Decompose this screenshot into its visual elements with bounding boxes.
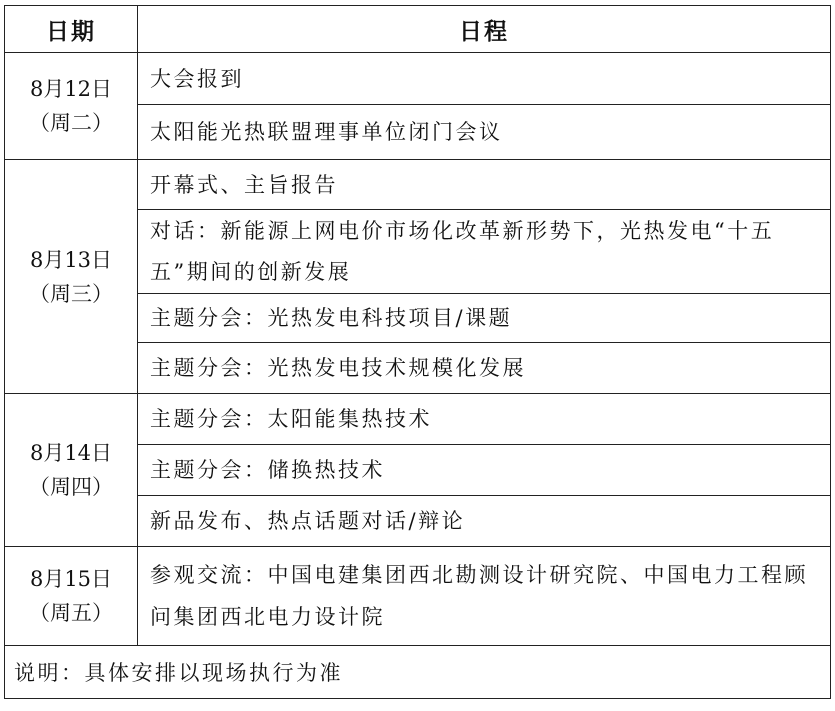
note-row (5, 646, 831, 699)
day-weekday: （周二） (29, 111, 113, 135)
header-row (5, 6, 831, 53)
day-date-cell (5, 53, 138, 160)
schedule-item: 对话：新能源上网电价市场化改革新形势下，光热发电“十五五”期间的创新发展 (138, 210, 831, 294)
table-row (5, 547, 831, 646)
table-row (5, 53, 831, 105)
schedule-item: 主题分会：储换热技术 (138, 445, 831, 496)
note-text: 说明：具体安排以现场执行为准 (5, 646, 831, 699)
table-row (5, 394, 831, 445)
header-schedule: 日程 (138, 6, 831, 53)
header-date: 日期 (5, 6, 138, 53)
day-date-cell (5, 394, 138, 547)
day-date-cell (5, 160, 138, 394)
schedule-item: 主题分会：太阳能集热技术 (138, 394, 831, 445)
schedule-item: 太阳能光热联盟理事单位闭门会议 (138, 105, 831, 160)
schedule-item: 新品发布、热点话题对话/辩论 (138, 496, 831, 547)
table-row (5, 160, 831, 210)
day-date: 8月12日 (29, 77, 113, 101)
schedule-item: 大会报到 (138, 53, 831, 105)
day-weekday: （周三） (29, 281, 113, 306)
day-date: 8月15日 (29, 567, 113, 591)
day-date-cell (5, 547, 138, 646)
day-weekday: （周四） (29, 475, 113, 499)
schedule-item: 主题分会：光热发电技术规模化发展 (138, 343, 831, 394)
day-date: 8月14日 (29, 441, 113, 465)
day-weekday: （周五） (29, 601, 113, 625)
schedule-item: 开幕式、主旨报告 (138, 160, 831, 210)
day-date: 8月13日 (29, 247, 113, 272)
schedule-table (4, 5, 831, 699)
schedule-item: 参观交流：中国电建集团西北勘测设计研究院、中国电力工程顾问集团西北电力设计院 (138, 547, 831, 646)
schedule-item: 主题分会：光热发电科技项目/课题 (138, 294, 831, 343)
